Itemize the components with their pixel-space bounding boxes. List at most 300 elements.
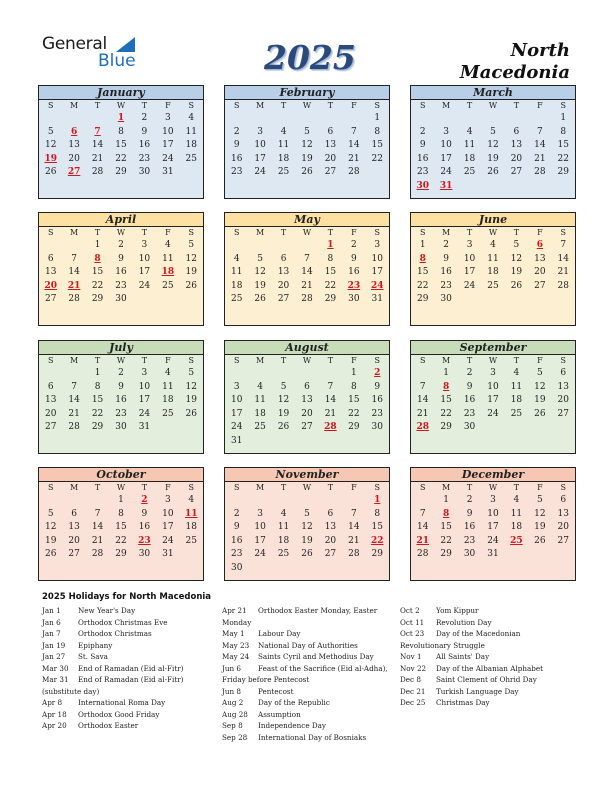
day-cell: 15 — [371, 140, 383, 150]
weekday-header: M — [256, 101, 265, 110]
holiday-day-cell: 2 — [141, 495, 148, 505]
day-cell: 20 — [557, 395, 569, 405]
weekday-header-row — [39, 100, 203, 112]
calendar-year: 2025 — [264, 38, 356, 77]
day-cell: 24 — [230, 422, 243, 432]
day-cell: 2 — [419, 126, 426, 137]
holiday-day-cell: 30 — [416, 180, 429, 191]
day-cell: 22 — [557, 153, 569, 164]
holiday-list-item — [222, 651, 394, 663]
logo-triangle-icon — [116, 37, 135, 52]
day-cell: 14 — [68, 267, 80, 277]
holiday-name: Feast of the Sacrifice (Eid al-Adha), — [258, 663, 388, 673]
weekday-header: W — [488, 356, 498, 365]
day-cell: 10 — [230, 395, 243, 405]
day-cell: 10 — [487, 508, 499, 519]
day-cell: 11 — [510, 381, 523, 392]
day-blank — [62, 112, 85, 126]
weekday-header: W — [302, 101, 312, 110]
day-blank — [248, 239, 271, 253]
day-cell: 9 — [466, 508, 473, 519]
day-cell: 28 — [348, 167, 360, 177]
day-cell: 15 — [115, 522, 127, 532]
weekday-header: S — [560, 483, 567, 492]
weekday-header: W — [302, 356, 312, 365]
day-cell: 4 — [257, 381, 263, 392]
holiday-date: Jan 19 — [42, 640, 66, 650]
day-cell: 6 — [280, 253, 287, 264]
day-cell: 28 — [91, 549, 104, 559]
day-cell: 29 — [115, 167, 127, 177]
day-cell: 16 — [463, 522, 476, 532]
day-cell: 26 — [254, 294, 266, 304]
day-cell: 13 — [557, 508, 569, 519]
day-cell: 23 — [115, 280, 127, 291]
day-cell: 28 — [557, 280, 569, 291]
day-cell: 18 — [185, 140, 197, 150]
day-cell: 23 — [463, 408, 476, 419]
day-cell: 13 — [44, 267, 57, 277]
day-cell: 28 — [301, 294, 313, 304]
weekday-header: M — [442, 356, 451, 365]
weekday-header: T — [466, 483, 473, 492]
country-line-1: North — [510, 40, 570, 61]
weekday-header: S — [560, 356, 567, 365]
holiday-date: Jan 6 — [42, 617, 61, 627]
day-cell: 14 — [416, 395, 429, 405]
day-grid — [411, 239, 575, 307]
day-cell: 15 — [91, 267, 104, 277]
holiday-list-item — [222, 674, 394, 686]
month-name: May — [225, 213, 389, 227]
holiday-name: Turkish Language Day — [436, 686, 519, 696]
weekday-header: M — [442, 228, 451, 237]
day-cell: 20 — [324, 535, 337, 546]
weekday-header: T — [94, 356, 101, 365]
holiday-list-item — [42, 617, 212, 629]
day-cell: 11 — [254, 395, 266, 405]
day-cell: 1 — [443, 495, 449, 505]
day-cell: 9 — [419, 140, 426, 150]
day-cell: 11 — [277, 522, 290, 532]
day-cell: 19 — [185, 267, 197, 277]
day-cell: 18 — [277, 153, 290, 164]
weekday-header: F — [537, 483, 543, 492]
day-cell: 17 — [254, 535, 266, 546]
day-cell: 8 — [94, 381, 101, 392]
holiday-day-cell: 21 — [67, 280, 81, 291]
weekday-header: F — [165, 101, 171, 110]
day-cell: 27 — [557, 408, 569, 419]
day-blank — [319, 494, 342, 508]
day-cell: 30 — [463, 422, 476, 432]
day-blank — [248, 367, 271, 381]
day-cell: 25 — [277, 167, 290, 177]
day-cell: 16 — [230, 535, 243, 546]
day-cell: 16 — [230, 153, 243, 164]
weekday-header: T — [327, 483, 334, 492]
day-cell: 10 — [254, 522, 266, 532]
day-cell: 18 — [185, 522, 197, 532]
day-cell: 7 — [419, 381, 426, 392]
day-cell: 26 — [510, 280, 523, 291]
day-cell: 24 — [162, 153, 174, 164]
day-cell: 11 — [230, 267, 243, 277]
day-cell: 4 — [233, 253, 240, 264]
day-cell: 5 — [188, 240, 195, 250]
day-cell: 5 — [304, 126, 310, 137]
day-cell: 16 — [115, 395, 127, 405]
holiday-name: Orthodox Easter Monday, Easter — [258, 606, 378, 615]
day-cell: 19 — [510, 267, 523, 277]
weekday-header: F — [165, 356, 171, 365]
holiday-date: Nov 1 — [400, 652, 422, 661]
holiday-name: Christmas Day — [436, 698, 490, 707]
holiday-date: Mar 30 — [42, 663, 69, 673]
day-cell: 9 — [118, 253, 124, 264]
day-cell: 16 — [138, 522, 151, 532]
holiday-date: Dec 21 — [400, 686, 426, 696]
day-cell: 23 — [230, 549, 243, 559]
holiday-day-cell: 8 — [443, 508, 450, 519]
day-grid — [39, 367, 203, 435]
holiday-date: Dec 8 — [400, 675, 421, 684]
day-cell: 19 — [277, 408, 290, 419]
day-cell: 12 — [277, 395, 290, 405]
holiday-name: Monday — [222, 617, 252, 627]
weekday-header-row — [39, 482, 203, 494]
holiday-day-cell: 28 — [324, 422, 337, 432]
weekday-header: T — [327, 101, 334, 110]
day-cell: 16 — [138, 140, 151, 150]
day-cell: 22 — [348, 408, 360, 419]
day-cell: 8 — [118, 508, 124, 519]
day-cell: 1 — [374, 113, 381, 123]
day-cell: 1 — [560, 113, 567, 123]
weekday-header: T — [280, 228, 287, 237]
day-cell: 14 — [348, 140, 360, 150]
weekday-header: F — [165, 228, 171, 237]
day-cell: 28 — [68, 422, 80, 432]
holiday-date: Jan 1 — [42, 606, 61, 615]
day-blank — [248, 112, 271, 126]
weekday-header: T — [513, 101, 520, 110]
weekday-header: F — [351, 228, 357, 237]
day-cell: 26 — [301, 167, 313, 177]
day-blank — [62, 494, 85, 508]
weekday-header: S — [188, 483, 195, 492]
country-title — [460, 40, 570, 84]
holiday-list-item — [42, 686, 212, 698]
month-name: August — [225, 341, 389, 355]
holiday-list-item — [222, 709, 394, 721]
weekday-header-row — [39, 227, 203, 239]
month-name: February — [225, 86, 389, 100]
month-name: November — [225, 468, 389, 482]
day-cell: 1 — [118, 495, 124, 505]
day-cell: 9 — [233, 140, 240, 150]
holiday-date: Mar 31 — [42, 675, 69, 684]
holiday-day-cell: 7 — [94, 126, 101, 137]
day-cell: 27 — [44, 422, 57, 432]
weekday-header: T — [94, 228, 101, 237]
day-cell: 1 — [94, 368, 101, 378]
day-cell: 5 — [513, 240, 520, 250]
day-grid — [225, 494, 389, 575]
day-cell: 18 — [487, 267, 499, 277]
day-blank — [62, 367, 85, 381]
day-cell: 28 — [348, 549, 360, 559]
day-cell: 23 — [440, 280, 452, 291]
day-cell: 15 — [324, 267, 337, 277]
holiday-list-item — [222, 720, 394, 732]
day-cell: 30 — [440, 294, 452, 304]
day-cell: 22 — [115, 153, 127, 164]
day-cell: 12 — [44, 522, 57, 532]
day-cell: 13 — [301, 395, 313, 405]
day-cell: 12 — [301, 140, 313, 150]
day-grid — [225, 239, 389, 307]
day-cell: 3 — [374, 240, 381, 250]
day-cell: 3 — [257, 126, 263, 137]
day-blank — [505, 112, 528, 126]
day-cell: 14 — [348, 522, 360, 532]
day-blank — [39, 367, 62, 381]
day-cell: 4 — [188, 113, 195, 123]
holiday-date: Aug 2 — [222, 698, 244, 707]
day-cell: 17 — [162, 522, 174, 532]
day-grid — [39, 112, 203, 180]
holiday-list-item — [400, 663, 572, 675]
weekday-header-row — [39, 355, 203, 367]
day-cell: 31 — [230, 435, 243, 446]
month-october — [38, 467, 204, 581]
weekday-header: T — [141, 228, 148, 237]
holiday-day-cell: 21 — [416, 535, 429, 546]
holiday-name: Orthodox Easter — [78, 721, 139, 730]
day-cell: 7 — [536, 126, 543, 137]
holiday-list-item — [222, 628, 394, 640]
day-cell: 29 — [440, 422, 452, 432]
day-blank — [272, 367, 295, 381]
day-cell: 27 — [324, 167, 337, 177]
weekday-header: S — [419, 483, 426, 492]
weekday-header: S — [47, 356, 54, 365]
day-cell: 14 — [416, 522, 429, 532]
day-cell: 31 — [162, 167, 174, 177]
day-cell: 12 — [254, 267, 266, 277]
day-cell: 5 — [47, 508, 54, 519]
holiday-name: Saints Cyril and Methodius Day — [258, 652, 374, 661]
day-cell: 9 — [350, 253, 357, 264]
day-cell: 17 — [138, 395, 151, 405]
day-blank — [458, 112, 481, 126]
day-cell: 6 — [71, 508, 77, 519]
day-blank — [86, 112, 109, 126]
day-cell: 13 — [324, 522, 337, 532]
day-blank — [272, 112, 295, 126]
day-grid — [39, 239, 203, 307]
holiday-name: Revolutionary Struggle — [400, 640, 485, 650]
logo-text-general: General — [42, 34, 107, 54]
day-cell: 24 — [463, 280, 476, 291]
month-november — [224, 467, 390, 581]
day-cell: 2 — [233, 126, 240, 137]
weekday-header: T — [327, 356, 334, 365]
day-cell: 30 — [230, 562, 243, 573]
weekday-header: M — [442, 483, 451, 492]
month-january — [38, 85, 204, 199]
day-cell: 17 — [371, 267, 383, 277]
day-cell: 13 — [68, 140, 80, 150]
weekday-header: T — [513, 356, 520, 365]
holiday-day-cell: 1 — [374, 495, 381, 505]
weekday-header: W — [488, 228, 498, 237]
holidays-title: 2025 Holidays for North Macedonia — [42, 592, 212, 602]
day-grid — [411, 112, 575, 193]
day-cell: 19 — [254, 280, 266, 291]
holiday-date: Sep 8 — [222, 721, 243, 730]
day-cell: 3 — [164, 113, 171, 123]
month-june — [410, 212, 576, 326]
month-name: June — [411, 213, 575, 227]
day-blank — [295, 239, 318, 253]
holiday-list-item — [42, 628, 212, 640]
holiday-date: Jun 6 — [222, 663, 241, 673]
holiday-day-cell: 18 — [161, 267, 175, 277]
holiday-date: Jan 7 — [42, 629, 61, 638]
day-cell: 6 — [327, 126, 334, 137]
day-cell: 2 — [443, 240, 449, 250]
holiday-list-item — [42, 651, 212, 663]
day-cell: 12 — [487, 140, 499, 150]
holiday-name: International Day of Bosniaks — [258, 732, 367, 742]
weekday-header: S — [47, 483, 54, 492]
day-blank — [319, 367, 342, 381]
day-cell: 17 — [230, 408, 243, 419]
day-cell: 22 — [324, 280, 337, 291]
day-cell: 9 — [233, 522, 240, 532]
month-name: October — [39, 468, 203, 482]
day-cell: 1 — [350, 368, 357, 378]
day-cell: 28 — [68, 294, 80, 304]
day-cell: 4 — [466, 126, 473, 137]
day-cell: 25 — [185, 535, 197, 546]
day-cell: 10 — [162, 508, 174, 519]
day-cell: 4 — [513, 495, 520, 505]
day-blank — [342, 494, 365, 508]
holiday-date: Apr 20 — [42, 721, 67, 730]
day-cell: 13 — [324, 140, 337, 150]
day-cell: 27 — [301, 422, 313, 432]
weekday-header: F — [351, 101, 357, 110]
day-cell: 25 — [277, 549, 290, 559]
day-cell: 30 — [115, 294, 127, 304]
holiday-list-item — [42, 720, 212, 732]
holiday-day-cell: 22 — [371, 535, 384, 546]
day-cell: 28 — [534, 167, 546, 177]
weekday-header: S — [47, 228, 54, 237]
holiday-date: Apr 21 — [222, 606, 247, 615]
weekday-header: T — [466, 356, 473, 365]
holiday-list-item — [400, 605, 572, 617]
day-cell: 8 — [374, 126, 381, 137]
day-cell: 6 — [304, 381, 310, 392]
day-cell: 18 — [230, 280, 243, 291]
day-cell: 7 — [71, 253, 77, 264]
holiday-name: International Roma Day — [78, 698, 166, 707]
day-cell: 15 — [348, 395, 360, 405]
day-cell: 20 — [324, 153, 337, 164]
holiday-list-item — [400, 617, 572, 629]
day-cell: 9 — [443, 253, 449, 264]
day-blank — [342, 112, 365, 126]
day-blank — [225, 112, 248, 126]
day-cell: 10 — [371, 253, 383, 264]
day-cell: 25 — [162, 280, 174, 291]
day-cell: 1 — [419, 240, 426, 250]
day-cell: 28 — [91, 167, 104, 177]
day-cell: 24 — [254, 167, 266, 177]
day-cell: 5 — [304, 508, 310, 519]
weekday-header-row — [411, 482, 575, 494]
weekday-header: T — [94, 101, 101, 110]
day-cell: 13 — [534, 253, 546, 264]
day-cell: 6 — [513, 126, 520, 137]
weekday-header: W — [302, 483, 312, 492]
day-cell: 10 — [440, 140, 452, 150]
day-cell: 29 — [440, 549, 452, 559]
holiday-name: St. Sava — [78, 652, 108, 661]
day-cell: 28 — [416, 549, 429, 559]
holiday-name: Pentecost — [258, 686, 294, 696]
weekday-header: W — [116, 483, 126, 492]
day-cell: 4 — [280, 508, 287, 519]
holiday-date: Apr 8 — [42, 698, 63, 707]
day-cell: 5 — [188, 368, 195, 378]
day-cell: 7 — [327, 381, 334, 392]
weekday-header: S — [233, 356, 240, 365]
day-cell: 30 — [138, 549, 151, 559]
day-cell: 2 — [118, 368, 124, 378]
weekday-header: T — [141, 483, 148, 492]
day-cell: 21 — [348, 153, 360, 164]
day-cell: 15 — [440, 522, 452, 532]
day-cell: 9 — [141, 126, 148, 137]
day-cell: 3 — [164, 495, 171, 505]
holiday-day-cell: 2 — [374, 368, 381, 378]
holiday-name: All Saints' Day — [436, 652, 490, 661]
holiday-name: End of Ramadan (Eid al-Fitr) — [78, 675, 184, 684]
day-cell: 12 — [44, 140, 57, 150]
day-cell: 30 — [371, 422, 383, 432]
day-cell: 29 — [324, 294, 337, 304]
day-cell: 27 — [44, 294, 57, 304]
day-cell: 23 — [230, 167, 243, 177]
holiday-day-cell: 23 — [347, 280, 361, 291]
generalblue-logo — [42, 34, 142, 74]
holiday-date: Oct 23 — [400, 629, 425, 638]
day-cell: 21 — [91, 535, 104, 546]
day-cell: 4 — [188, 495, 195, 505]
month-name: July — [39, 341, 203, 355]
day-blank — [411, 367, 434, 381]
day-cell: 7 — [419, 508, 426, 519]
day-cell: 24 — [487, 408, 499, 419]
day-cell: 21 — [416, 408, 429, 419]
holiday-date: Dec 25 — [400, 698, 426, 707]
weekday-header: W — [116, 228, 126, 237]
